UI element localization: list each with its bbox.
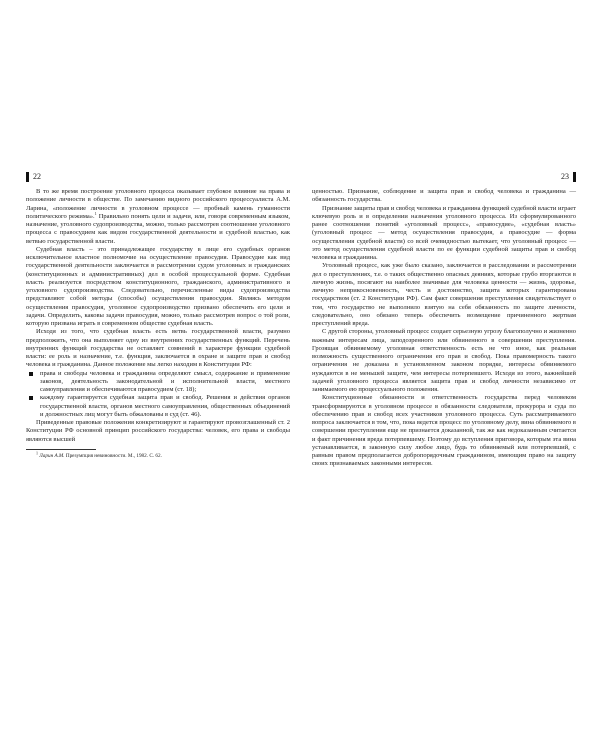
list-item: права и свободы человека и гражданина определяют смысл, содержание и применение законов, деятельность законодательной и исполнительной власти, местного самоуправления и обеспечиваются правосудием (ст. 18); [26, 370, 290, 395]
paragraph: Судебная власть – это принадлежащее государству в лице его судебных органов исключительное властное полномочие на осуществление правосудия. Правосудие как вид государственной деятельности заключается в рассмотрении судом уголовных и гражданских (конституционных и административных) дел в особой процессуальной форме. Судебная власть реализуется посредством конституционного, гражданского, административного и уголовного судопроизводства. Следовательно, перечисленные виды судопроизводства представляют собой методы (способы) осуществления правосудия. Являясь методом осуществления правосудия, уголовное судопроизводство призвано обеспечить его цели и задачи. Определить, каковы задачи правосудия, можно, только рассмотрев вопрос о той роли, которую призвана играть в современном обществе судебная власть. [26, 245, 290, 327]
square-bullet-icon [29, 396, 33, 400]
page-number: 23 [561, 172, 569, 181]
paragraph: С другой стороны, уголовный процесс создает серьезную угрозу благополучно и жизненно важным интересам лица, заподозренного или обвиненного в совершении преступления. Грозящая обвиняемому уголовная ответственность есть не что иное, как реальная возможность существенного ограничения его прав и свобод. Пока правомерность такого ограничения не доказана в установленном законом порядке, интересы обвиняемого нуждаются в не меньшей защите, чем интересы потерпевшего. Исходя из этого, важнейшей задачей уголовного процесса является защита прав и свобод личности независимо от занимаемого ею процессуального положения. [312, 328, 576, 393]
paragraph: ценностью. Признание, соблюдение и защита прав и свобод человека и гражданина — обязанность государства. [312, 188, 576, 204]
paragraph: Приведенные правовые положения конкретизируют и гарантируют провозглашенный ст. 2 Конституции РФ основной принцип российского государства: человек, его права и свободы являются высшей [26, 419, 290, 443]
page-marker-bar [26, 172, 29, 182]
page-number: 22 [33, 172, 41, 181]
footnote-author: Ларин А.М. [39, 452, 65, 459]
paragraph-inline: Правильно понять цели и задачи, или, говоря современным языком, назначение, уголовного судопроизводства, можно, только рассмотрев соотношение уголовного процесса с правосудием как видом государственной деятельности и судебной властью, как ветвью государственной власти. [26, 212, 291, 245]
left-body-text [26, 188, 290, 444]
footnote-marker: 1 [36, 450, 38, 456]
footnote-reference: 1 [94, 210, 97, 216]
list-item: каждому гарантируется судебная защита прав и свобод. Решения и действия органов государственной власти, органов местного самоуправления, общественных объединений и должностных лиц могут быть обжалованы в суд (ст. 46). [26, 394, 290, 419]
page-marker-bar [573, 172, 576, 182]
bullet-list [26, 370, 290, 420]
left-page [26, 172, 290, 460]
right-body-text [312, 188, 576, 469]
paragraph: Исходя из того, что судебная власть есть ветвь государственной власти, разумно предположить, что она выполняет одну из внутренних государственных функций. Перечень внутренних функций государства не оставляет сомнений в характере функции судебной власти: ее роль и назначение, т.е. функция, заключается в охране и защите прав и свобод человека и гражданина. Данное положение мы легко находим в Конституции РФ: [26, 328, 290, 369]
paragraph: Уголовный процесс, как уже было сказано, заключается в расследовании и рассмотрении дел о преступлениях, т.е. о таких общественно опасных деяниях, которые грубо вторгаются в личную жизнь, посягают на наиболее значимые для человека ценности — жизнь, здоровье, личную неприкосновенность, честь и достоинство, защита которых гарантирована государством (ст. 2 Конституции РФ). Сам факт совершения преступления свидетельствует о том, что государство не выполнило взятую на себя обязанность по защите личности, следовательно, оно обязано теперь обеспечить возмещение причиненного жертвам преступлений вреда. [312, 262, 576, 327]
square-bullet-icon [29, 372, 33, 376]
footnote [26, 450, 290, 460]
footnote-text: Презумпция невиновности. М., 1982. С. 62. [65, 452, 162, 459]
paragraph: Признание защиты прав и свобод человека и гражданина функцией судебной власти играет ключевую роль и в определении назначения уголовного процесса. Из сформулированного ранее соотношения понятий «уголовный процесс», «правосудие», «судебная власть» (уголовный процесс — метод осуществления правосудия, а правосудие — форма осуществления судебной власти) со всей очевидностью вытекает, что уголовный процесс — это метод осуществления судебной власти по ее функции судебной защиты прав и свобод человека и гражданина. [312, 204, 576, 261]
right-page-header [312, 172, 576, 182]
paragraph: Конституционные обязанности и ответственность государства перед человеком трансформируются в уголовном процессе в обязанности следователя, прокурора и суда по обеспечению прав и свобод всех участников уголовного процесса. Суть рассматриваемого вопроса заключается в том, что, пока ведется процесс по уголовному делу, вина обвиняемого в совершении преступления еще не признается доказанной, так же как недоказанным считается и факт причинения вреда потерпевшему. Поэтому до вступления приговора, которым эта вина устанавливается, в законную силу любое лицо, будь то обвиняемый или потерпевший, с равным правом предполагается добропорядочным гражданином, имеющим право на защиту своих признаваемых законными интересов. [312, 394, 576, 468]
right-page [312, 172, 576, 469]
paragraph: В то же время построение уголовного процесса оказывает глубокое влияние на права и положение личности в обществе. По замечанию видного российского процессуалиста А.М. Ларина, «положение личности в уголовном процессе — пробный камень гуманности политического режима».$^1$ Правильно понять цели и задачи, или, говоря современным языком, назначение, уголовного судопроизводства, можно, только рассмотрев соотношение уголовного процесса с правосудием как видом государственной деятельности и судебной властью, как ветвью государственной власти. [26, 188, 291, 245]
left-page-header [26, 172, 290, 182]
